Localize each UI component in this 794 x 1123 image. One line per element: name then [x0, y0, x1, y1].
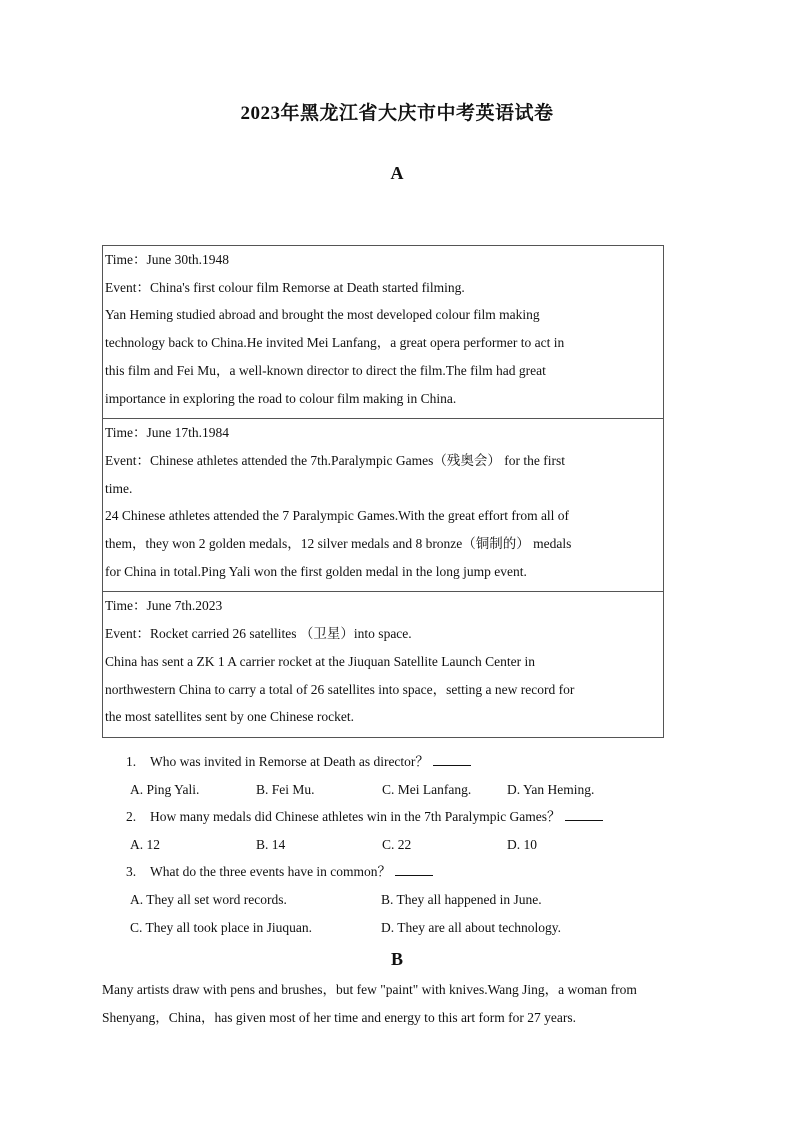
exam-title: 2023年黑龙江省大庆市中考英语试卷	[240, 103, 554, 124]
event-body-line: importance in exploring the road to colour film making in China.	[105, 390, 457, 406]
option-d[interactable]: D. 10	[507, 836, 537, 852]
option-a[interactable]: A. Ping Yali.	[130, 781, 200, 797]
event-time: Time：June 7th.2023	[105, 598, 223, 614]
answer-blank[interactable]	[395, 863, 433, 876]
event-body-line: the most satellites sent by one Chinese rocket.	[105, 709, 354, 725]
option-c[interactable]: C. 22	[382, 836, 412, 852]
event-title: Event：Chinese athletes attended the 7th.Paralympic Games（残奥会） for the first	[105, 452, 566, 468]
event-title: Event：Rocket carried 26 satellites （卫星）into space.	[105, 626, 412, 642]
event-time: Time：June 17th.1984	[105, 425, 230, 441]
question-3-options-row-1	[126, 886, 666, 914]
event-body-line: Yan Heming studied abroad and brought the most developed colour film making	[105, 307, 540, 323]
section-a-heading: A	[390, 163, 404, 183]
question-stem: What do the three events have in common？	[150, 864, 392, 880]
question-2-options	[126, 831, 666, 859]
event-body-line: technology back to China.He invited Mei Lanfang，a great opera performer to act in	[105, 335, 565, 351]
events-table	[102, 245, 664, 738]
event-body-line: them，they won 2 golden medals，12 silver medals and 8 bronze（铜制的） medals	[105, 536, 572, 552]
answer-blank[interactable]	[565, 808, 603, 821]
event-body-line: this film and Fei Mu，a well-known director to direct the film.The film had great	[105, 362, 546, 378]
passage-line: Shenyang，China，has given most of her time and energy to this art form for 27 years.	[102, 1009, 577, 1025]
question-number: 1.	[126, 754, 137, 769]
event-cell-1948	[103, 246, 663, 419]
question-3-options-row-2	[126, 914, 666, 942]
passage-line: Many artists draw with pens and brushes，but few "paint" with knives.Wang Jing，a woman from	[102, 982, 637, 997]
event-body-line: for China in total.Ping Yali won the first golden medal in the long jump event.	[105, 563, 527, 579]
passage-b	[102, 976, 664, 1031]
event-body-line: 24 Chinese athletes attended the 7 Paralympic Games.With the great effort from all of	[105, 508, 570, 524]
question-1	[126, 748, 666, 776]
answer-blank[interactable]	[433, 753, 471, 766]
question-number: 3.	[126, 864, 137, 880]
event-body-line: northwestern China to carry a total of 26 satellites into space，setting a new record for	[105, 681, 575, 697]
question-2	[126, 803, 666, 831]
section-b-heading: B	[390, 949, 403, 969]
question-3	[126, 858, 666, 886]
event-cell-2023	[103, 592, 663, 737]
event-cell-1984	[103, 419, 663, 592]
option-a[interactable]: A. They all set word records.	[130, 891, 287, 907]
option-b[interactable]: B. They all happened in June.	[381, 891, 542, 907]
question-list	[126, 748, 666, 941]
option-b[interactable]: B. Fei Mu.	[256, 781, 315, 797]
event-body-line: China has sent a ZK 1 A carrier rocket at the Jiuquan Satellite Launch Center in	[105, 653, 535, 669]
event-title-continued: time.	[105, 480, 133, 496]
option-b[interactable]: B. 14	[256, 836, 286, 852]
question-1-options	[126, 776, 666, 804]
question-stem: How many medals did Chinese athletes win in the 7th Paralympic Games？	[150, 809, 561, 825]
option-d[interactable]: D. Yan Heming.	[507, 781, 595, 797]
option-a[interactable]: A. 12	[130, 836, 160, 852]
question-number: 2.	[126, 809, 137, 825]
event-title: Event：China's first colour film Remorse at Death started filming.	[105, 279, 465, 295]
question-stem: Who was invited in Remorse at Death as director？	[150, 754, 429, 769]
option-c[interactable]: C. They all took place in Jiuquan.	[130, 919, 312, 935]
option-d[interactable]: D. They are all about technology.	[381, 919, 561, 935]
option-c[interactable]: C. Mei Lanfang.	[382, 781, 472, 797]
event-time: Time：June 30th.1948	[105, 252, 230, 267]
